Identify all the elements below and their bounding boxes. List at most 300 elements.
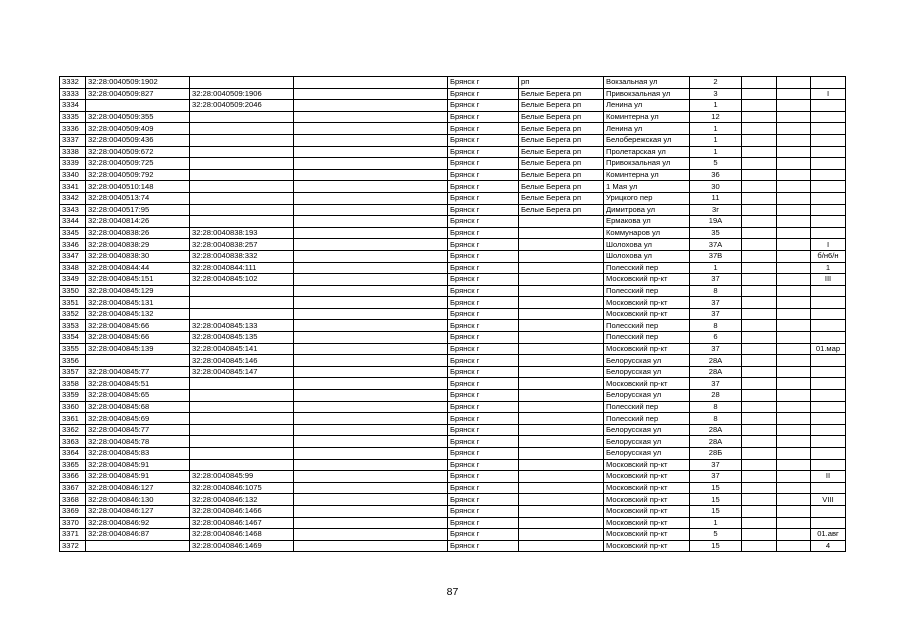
table-cell xyxy=(742,343,777,355)
table-cell: Белобережская ул xyxy=(604,134,690,146)
table-cell: Брянск г xyxy=(448,204,519,216)
table-cell xyxy=(294,181,448,193)
table-cell: 1 Мая ул xyxy=(604,181,690,193)
table-cell: 32:28:0040845:102 xyxy=(190,274,294,286)
table-cell: Брянск г xyxy=(448,343,519,355)
table-cell xyxy=(294,540,448,552)
table-cell: Брянск г xyxy=(448,181,519,193)
table-cell xyxy=(777,517,811,529)
table-row xyxy=(60,285,846,297)
table-cell xyxy=(742,459,777,471)
table-cell: 1 xyxy=(690,123,742,135)
table-cell: 3361 xyxy=(60,413,86,425)
table-cell: 32:28:0040509:409 xyxy=(86,123,190,135)
table-cell: 3354 xyxy=(60,332,86,344)
table-cell: 32:28:0040846:1466 xyxy=(190,505,294,517)
table-cell: 3г xyxy=(690,204,742,216)
table-cell xyxy=(811,355,846,367)
table-cell: 1 xyxy=(690,262,742,274)
table-cell xyxy=(777,448,811,460)
table-cell xyxy=(519,262,604,274)
table-cell xyxy=(742,123,777,135)
table-cell: 32:28:0040845:77 xyxy=(86,424,190,436)
table-cell: 37 xyxy=(690,459,742,471)
table-cell: 32:28:0040846:1468 xyxy=(190,529,294,541)
table-cell: Белые Берега рп xyxy=(519,134,604,146)
table-cell: 30 xyxy=(690,181,742,193)
table-cell xyxy=(294,250,448,262)
table-cell: 3365 xyxy=(60,459,86,471)
table-cell: 32:28:0040509:2046 xyxy=(190,100,294,112)
table-cell xyxy=(811,378,846,390)
table-cell xyxy=(811,401,846,413)
table-cell xyxy=(777,274,811,286)
table-cell: 3335 xyxy=(60,111,86,123)
table-cell: Белые Берега рп xyxy=(519,123,604,135)
table-cell: 32:28:0040509:672 xyxy=(86,146,190,158)
table-cell xyxy=(742,297,777,309)
table-cell: 3360 xyxy=(60,401,86,413)
table-cell xyxy=(742,471,777,483)
table-cell: Белорусская ул xyxy=(604,390,690,402)
table-cell: 32:28:0040509:1906 xyxy=(190,88,294,100)
table-cell xyxy=(811,308,846,320)
table-cell xyxy=(811,320,846,332)
table-cell: Брянск г xyxy=(448,88,519,100)
table-cell: 3364 xyxy=(60,448,86,460)
table-cell: Урицкого пер xyxy=(604,192,690,204)
table-row xyxy=(60,204,846,216)
table-cell: 3366 xyxy=(60,471,86,483)
table-cell: Брянск г xyxy=(448,134,519,146)
table-cell: 32:28:0040846:127 xyxy=(86,482,190,494)
table-cell xyxy=(294,285,448,297)
table-cell xyxy=(519,332,604,344)
table-cell: Полесский пер xyxy=(604,413,690,425)
table-cell: 32:28:0040846:127 xyxy=(86,505,190,517)
table-cell xyxy=(519,366,604,378)
table-cell: 35 xyxy=(690,227,742,239)
table-cell: Брянск г xyxy=(448,332,519,344)
table-cell: Белорусская ул xyxy=(604,355,690,367)
table-cell: 32:28:0040513:74 xyxy=(86,192,190,204)
table-cell xyxy=(294,111,448,123)
table-row xyxy=(60,216,846,228)
table-cell xyxy=(519,216,604,228)
table-cell xyxy=(742,355,777,367)
table-cell xyxy=(777,413,811,425)
table-cell: Брянск г xyxy=(448,216,519,228)
table-row xyxy=(60,424,846,436)
table-cell xyxy=(294,88,448,100)
table-row xyxy=(60,413,846,425)
table-cell: 15 xyxy=(690,494,742,506)
table-cell xyxy=(294,459,448,471)
table-cell: 32:28:0040846:1467 xyxy=(190,517,294,529)
table-cell xyxy=(519,274,604,286)
table-cell xyxy=(742,448,777,460)
table-cell xyxy=(742,262,777,274)
table-cell xyxy=(190,146,294,158)
table-cell: 37 xyxy=(690,274,742,286)
table-cell: 3340 xyxy=(60,169,86,181)
table-cell xyxy=(777,146,811,158)
table-cell xyxy=(777,285,811,297)
table-cell: Брянск г xyxy=(448,471,519,483)
table-cell: 3367 xyxy=(60,482,86,494)
table-row xyxy=(60,158,846,170)
table-cell: 32:28:0040845:65 xyxy=(86,390,190,402)
table-cell xyxy=(294,262,448,274)
table-cell xyxy=(777,169,811,181)
table-cell xyxy=(811,459,846,471)
table-cell: Полесский пер xyxy=(604,285,690,297)
table-row xyxy=(60,88,846,100)
table-cell xyxy=(190,134,294,146)
table-cell: Брянск г xyxy=(448,517,519,529)
table-cell: 37 xyxy=(690,378,742,390)
table-row xyxy=(60,111,846,123)
table-cell xyxy=(294,308,448,320)
table-cell xyxy=(519,505,604,517)
table-cell xyxy=(811,482,846,494)
table-cell: 2 xyxy=(690,77,742,89)
table-cell: 37 xyxy=(690,343,742,355)
table-cell: 1 xyxy=(690,517,742,529)
table-cell xyxy=(519,343,604,355)
table-cell: рп xyxy=(519,77,604,89)
table-cell xyxy=(742,401,777,413)
table-cell xyxy=(811,285,846,297)
table-cell xyxy=(742,158,777,170)
table-cell xyxy=(294,482,448,494)
table-row xyxy=(60,343,846,355)
table-cell: 32:28:0040845:132 xyxy=(86,308,190,320)
table-cell: Полесский пер xyxy=(604,332,690,344)
table-cell xyxy=(742,517,777,529)
table-cell xyxy=(811,227,846,239)
table-cell: 36 xyxy=(690,169,742,181)
table-cell: Ленина ул xyxy=(604,123,690,135)
table-cell xyxy=(190,297,294,309)
table-cell xyxy=(777,482,811,494)
table-cell xyxy=(294,448,448,460)
table-cell: Брянск г xyxy=(448,274,519,286)
table-cell xyxy=(811,158,846,170)
table-cell: 3347 xyxy=(60,250,86,262)
table-cell: Брянск г xyxy=(448,436,519,448)
table-cell: 32:28:0040509:792 xyxy=(86,169,190,181)
table-cell xyxy=(742,77,777,89)
table-row xyxy=(60,332,846,344)
table-cell: Брянск г xyxy=(448,424,519,436)
table-cell xyxy=(519,320,604,332)
table-cell xyxy=(811,424,846,436)
table-row xyxy=(60,169,846,181)
table-cell xyxy=(777,227,811,239)
table-cell: 32:28:0040838:193 xyxy=(190,227,294,239)
table-row xyxy=(60,448,846,460)
table-cell: 28Б xyxy=(690,448,742,460)
table-cell xyxy=(294,529,448,541)
table-cell xyxy=(190,448,294,460)
table-cell xyxy=(777,540,811,552)
table-cell: Московский пр-кт xyxy=(604,274,690,286)
table-cell: Брянск г xyxy=(448,239,519,251)
table-row xyxy=(60,100,846,112)
table-row xyxy=(60,181,846,193)
table-cell: 32:28:0040845:78 xyxy=(86,436,190,448)
table-row xyxy=(60,320,846,332)
table-cell xyxy=(777,100,811,112)
table-cell xyxy=(742,111,777,123)
table-cell xyxy=(811,181,846,193)
table-cell xyxy=(519,413,604,425)
table-cell: 8 xyxy=(690,320,742,332)
table-cell: VIII xyxy=(811,494,846,506)
table-cell xyxy=(294,517,448,529)
table-cell xyxy=(519,494,604,506)
table-cell: 32:28:0040845:146 xyxy=(190,355,294,367)
table-cell: 3362 xyxy=(60,424,86,436)
table-cell: Белорусская ул xyxy=(604,436,690,448)
table-cell xyxy=(519,308,604,320)
table-cell xyxy=(86,100,190,112)
table-cell xyxy=(811,332,846,344)
table-cell: 3368 xyxy=(60,494,86,506)
table-cell xyxy=(811,216,846,228)
table-cell: 6 xyxy=(690,332,742,344)
table-row xyxy=(60,192,846,204)
table-cell xyxy=(777,134,811,146)
table-cell xyxy=(742,285,777,297)
table-cell xyxy=(190,204,294,216)
table-cell xyxy=(777,320,811,332)
table-cell: 3339 xyxy=(60,158,86,170)
table-row xyxy=(60,146,846,158)
table-cell xyxy=(811,111,846,123)
table-row xyxy=(60,459,846,471)
table-cell: 32:28:0040845:68 xyxy=(86,401,190,413)
table-cell: 32:28:0040509:1902 xyxy=(86,77,190,89)
table-cell xyxy=(777,192,811,204)
table-cell xyxy=(777,401,811,413)
table-cell xyxy=(742,216,777,228)
table-cell xyxy=(519,355,604,367)
table-cell: 3371 xyxy=(60,529,86,541)
table-cell xyxy=(777,250,811,262)
table-cell xyxy=(190,285,294,297)
table-cell: 32:28:0040845:141 xyxy=(190,343,294,355)
table-row xyxy=(60,471,846,483)
table-cell xyxy=(777,77,811,89)
table-cell xyxy=(811,517,846,529)
table-cell: 32:28:0040510:148 xyxy=(86,181,190,193)
table-cell xyxy=(742,320,777,332)
table-row xyxy=(60,529,846,541)
table-cell xyxy=(294,424,448,436)
table-cell xyxy=(811,192,846,204)
table-cell: 32:28:0040509:355 xyxy=(86,111,190,123)
table-cell xyxy=(811,448,846,460)
table-cell: Брянск г xyxy=(448,482,519,494)
table-cell: 3334 xyxy=(60,100,86,112)
table-cell: 3332 xyxy=(60,77,86,89)
table-row xyxy=(60,540,846,552)
table-cell xyxy=(811,123,846,135)
table-cell: Брянск г xyxy=(448,111,519,123)
table-cell xyxy=(519,227,604,239)
table-cell: Брянск г xyxy=(448,401,519,413)
table-cell xyxy=(519,517,604,529)
table-cell xyxy=(519,448,604,460)
table-cell xyxy=(294,100,448,112)
table-cell xyxy=(190,216,294,228)
table-cell: 32:28:0040846:92 xyxy=(86,517,190,529)
table-cell: Московский пр-кт xyxy=(604,529,690,541)
table-cell xyxy=(777,88,811,100)
table-cell: 12 xyxy=(690,111,742,123)
table-cell: 1 xyxy=(690,134,742,146)
table-row xyxy=(60,401,846,413)
table-cell: 3363 xyxy=(60,436,86,448)
table-row xyxy=(60,239,846,251)
table-cell: Брянск г xyxy=(448,100,519,112)
table-cell: Белые Берега рп xyxy=(519,88,604,100)
table-cell xyxy=(777,390,811,402)
table-cell: 32:28:0040846:87 xyxy=(86,529,190,541)
table-cell xyxy=(190,413,294,425)
table-cell: Брянск г xyxy=(448,448,519,460)
table-cell xyxy=(777,378,811,390)
table-cell: Брянск г xyxy=(448,355,519,367)
table-cell xyxy=(742,366,777,378)
table-cell: Московский пр-кт xyxy=(604,471,690,483)
table-cell xyxy=(294,158,448,170)
table-cell xyxy=(190,401,294,413)
table-row xyxy=(60,482,846,494)
table-cell: Белые Берега рп xyxy=(519,169,604,181)
table-cell: 3372 xyxy=(60,540,86,552)
table-cell: 32:28:0040838:257 xyxy=(190,239,294,251)
table-cell: Брянск г xyxy=(448,227,519,239)
table-cell xyxy=(294,390,448,402)
table-cell xyxy=(294,436,448,448)
table-cell xyxy=(294,366,448,378)
table-cell xyxy=(294,239,448,251)
table-cell: Белые Берега рп xyxy=(519,158,604,170)
table-cell: 28А xyxy=(690,424,742,436)
table-cell xyxy=(811,436,846,448)
table-cell xyxy=(742,308,777,320)
table-cell: 15 xyxy=(690,505,742,517)
table-cell: Белые Берега рп xyxy=(519,100,604,112)
table-cell xyxy=(742,146,777,158)
table-cell xyxy=(294,378,448,390)
table-cell: Брянск г xyxy=(448,308,519,320)
table-cell xyxy=(811,366,846,378)
table-cell: Брянск г xyxy=(448,540,519,552)
table-cell xyxy=(777,123,811,135)
table-cell xyxy=(519,390,604,402)
table-cell: Московский пр-кт xyxy=(604,297,690,309)
table-cell xyxy=(519,378,604,390)
table-cell: Брянск г xyxy=(448,262,519,274)
table-cell: 37 xyxy=(690,297,742,309)
table-cell xyxy=(519,436,604,448)
table-cell xyxy=(777,308,811,320)
table-cell: Брянск г xyxy=(448,366,519,378)
table-cell: 3345 xyxy=(60,227,86,239)
table-row xyxy=(60,134,846,146)
table-cell xyxy=(811,100,846,112)
table-cell: 32:28:0040838:30 xyxy=(86,250,190,262)
table-row xyxy=(60,262,846,274)
table-cell: Московский пр-кт xyxy=(604,459,690,471)
table-cell xyxy=(294,134,448,146)
table-cell: Белые Берега рп xyxy=(519,204,604,216)
table-cell: 32:28:0040845:129 xyxy=(86,285,190,297)
table-cell xyxy=(519,250,604,262)
table-cell: 15 xyxy=(690,540,742,552)
table-cell xyxy=(742,413,777,425)
table-cell: 32:28:0040845:69 xyxy=(86,413,190,425)
table-cell: 3357 xyxy=(60,366,86,378)
table-cell: Полесский пер xyxy=(604,401,690,413)
page-number: 87 xyxy=(446,586,459,598)
table-row xyxy=(60,366,846,378)
table-cell xyxy=(742,88,777,100)
table-row xyxy=(60,355,846,367)
table-cell: 3336 xyxy=(60,123,86,135)
table-cell xyxy=(294,471,448,483)
table-cell: 32:28:0040509:725 xyxy=(86,158,190,170)
table-cell: 3 xyxy=(690,88,742,100)
table-cell: 3356 xyxy=(60,355,86,367)
table-cell xyxy=(294,494,448,506)
table-cell xyxy=(190,378,294,390)
table-cell: Брянск г xyxy=(448,494,519,506)
table-cell: 01.авг xyxy=(811,529,846,541)
table-cell: Привокзальная ул xyxy=(604,158,690,170)
table-cell: Брянск г xyxy=(448,297,519,309)
table-cell: Белые Берега рп xyxy=(519,192,604,204)
table-cell: 11 xyxy=(690,192,742,204)
table-cell: 4 xyxy=(811,540,846,552)
table-cell xyxy=(811,77,846,89)
table-cell xyxy=(777,158,811,170)
table-cell: Пролетарская ул xyxy=(604,146,690,158)
table-cell xyxy=(294,401,448,413)
table-cell xyxy=(777,355,811,367)
table-cell xyxy=(519,529,604,541)
table-cell xyxy=(777,366,811,378)
table-cell xyxy=(742,134,777,146)
table-cell: 5 xyxy=(690,529,742,541)
table-row xyxy=(60,390,846,402)
table-cell: 3348 xyxy=(60,262,86,274)
table-cell xyxy=(777,181,811,193)
table-cell: 19А xyxy=(690,216,742,228)
table-cell: 32:28:0040845:51 xyxy=(86,378,190,390)
table-cell: I xyxy=(811,88,846,100)
table-row xyxy=(60,250,846,262)
table-cell: 32:28:0040838:26 xyxy=(86,227,190,239)
table-cell: Шолохова ул xyxy=(604,239,690,251)
table-cell: 32:28:0040509:827 xyxy=(86,88,190,100)
table-cell xyxy=(294,505,448,517)
table-cell: 32:28:0040845:147 xyxy=(190,366,294,378)
